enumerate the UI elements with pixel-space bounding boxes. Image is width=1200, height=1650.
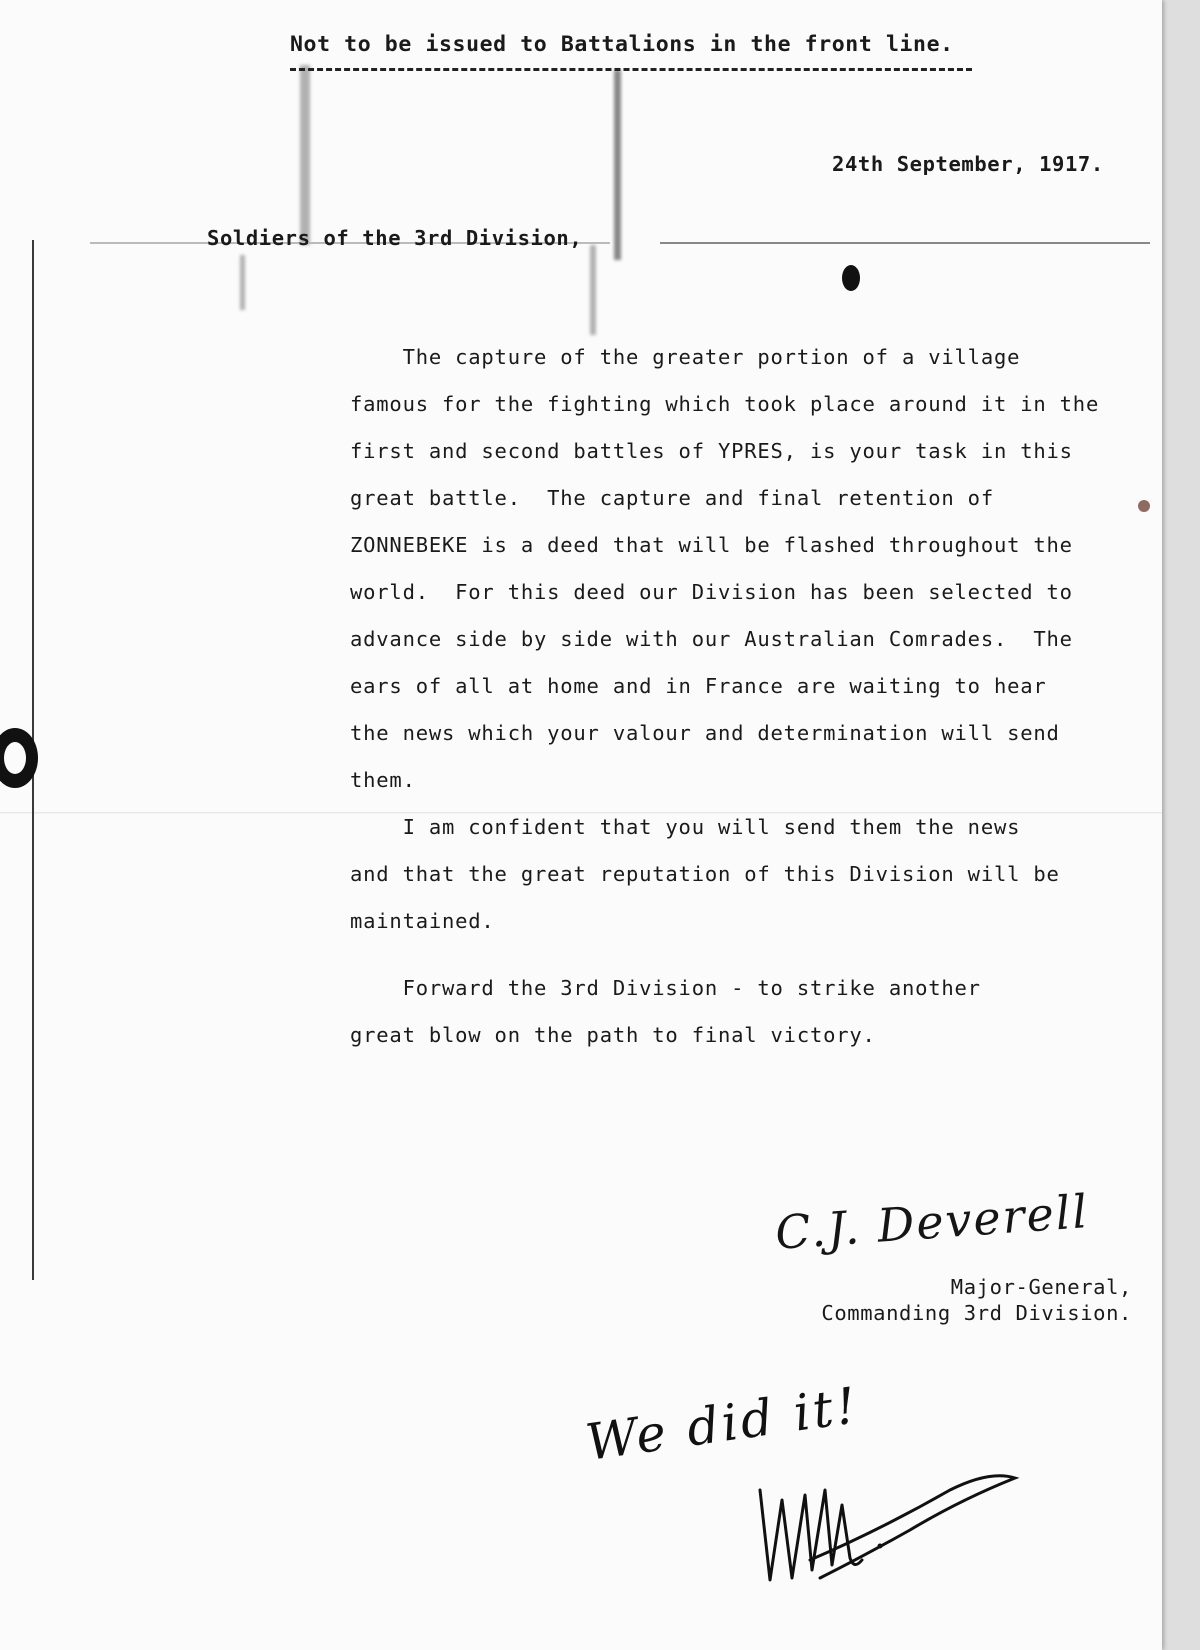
- body-line: and that the great reputation of this Division will be: [350, 862, 1060, 886]
- body-line: maintained.: [350, 909, 495, 933]
- body-line: famous for the fighting which took place around it in the: [350, 392, 1100, 416]
- header-rule: [290, 68, 972, 71]
- body-line: the news which your valour and determination will send: [350, 721, 1060, 745]
- ink-smudge: [614, 70, 621, 260]
- body-line: great battle. The capture and final retention of: [350, 486, 994, 510]
- body-line: The capture of the greater portion of a village: [350, 345, 1021, 369]
- handwritten-note: We did it!: [582, 1376, 863, 1472]
- ink-smudge: [590, 245, 596, 335]
- letter-date: 24th September, 1917.: [832, 152, 1104, 176]
- handwritten-initials: [750, 1460, 1030, 1590]
- body-line: them.: [350, 768, 416, 792]
- body-line: world. For this deed our Division has been selected to: [350, 580, 1073, 604]
- body-line: ZONNEBEKE is a deed that will be flashed throughout the: [350, 533, 1073, 557]
- body-line: great blow on the path to final victory.: [350, 1023, 876, 1047]
- letter-body: [350, 334, 1140, 1059]
- body-line: first and second battles of YPRES, is your task in this: [350, 439, 1073, 463]
- rank-line-1: Major-General,: [950, 1275, 1132, 1299]
- ink-smudge: [300, 65, 310, 245]
- ink-smudge: [240, 255, 245, 310]
- body-line: ears of all at home and in France are waiting to hear: [350, 674, 1047, 698]
- salutation: Soldiers of the 3rd Division,: [207, 226, 583, 250]
- body-line: Forward the 3rd Division - to strike another: [350, 976, 981, 1000]
- paragraph-gap: [350, 945, 1140, 965]
- rank-line-2: Commanding 3rd Division.: [821, 1301, 1132, 1325]
- body-line: I am confident that you will send them the news: [350, 815, 1021, 839]
- body-line: advance side by side with our Australian Comrades. The: [350, 627, 1073, 651]
- ink-blot: [842, 265, 860, 291]
- signature: C.J. Deverell: [773, 1184, 1091, 1260]
- header-note: Not to be issued to Battalions in the front line.: [290, 32, 954, 57]
- stray-line: [660, 242, 1150, 244]
